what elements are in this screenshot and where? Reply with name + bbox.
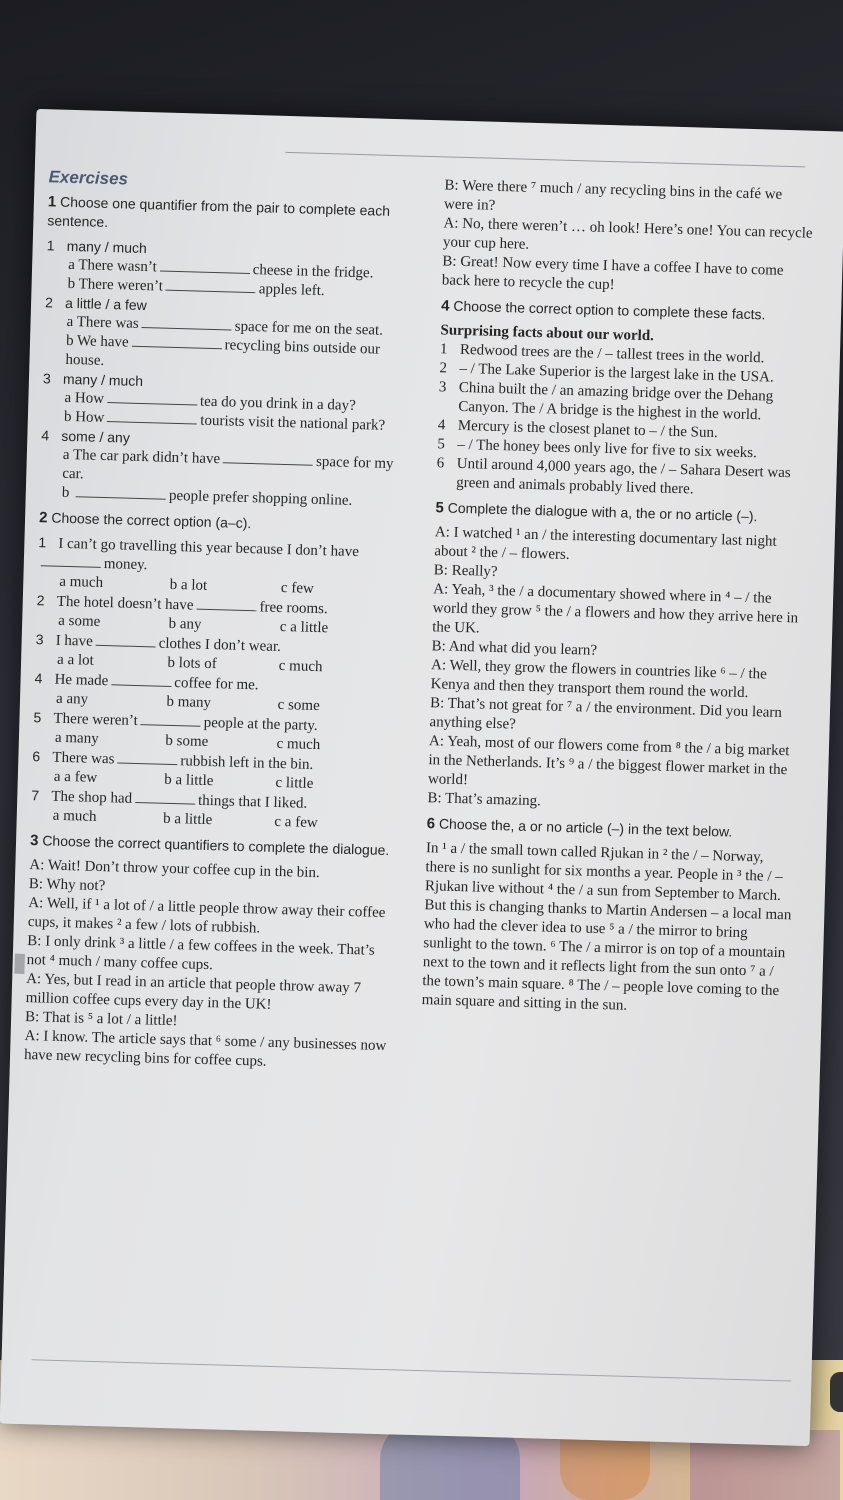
ex2-item: 7 The shop had things that I liked. a much b a little c a few <box>31 787 318 832</box>
dialogue-line: B: Why not? <box>28 876 106 895</box>
dialogue-line: B: And what did you learn? <box>431 638 598 659</box>
dialogue-line: B: That is ⁵ a lot / a little! <box>24 1008 178 1030</box>
ex2-item: 5 There weren’t people at the party. a many b some c much <box>33 709 321 754</box>
dialogue-line: A: I watched ¹ an / the interesting documentary last night about ² the / – flowers. <box>434 524 777 564</box>
ex2-item: 1 I can’t go travelling this year because I don’t havemoney. a much b a lot c few <box>38 534 360 597</box>
section-heading: Exercises <box>48 167 129 189</box>
dialogue-line: A: Well, they grow the flowers in countries like ⁶ – / the Kenya and then they transport them round the world. <box>430 657 767 702</box>
dialogue-line: A: Well, if ¹ a lot of / a little people throw away their coffee cups, it makes ² a few / lots of rubbish. <box>27 895 386 937</box>
dialogue-line: B: I only drink ³ a little / a few coffees in the week. That’s not ⁴ much / many coffee cups. <box>26 933 375 974</box>
dialogue-line: A: No, there weren’t … oh look! Here’s one! You can recycle your cup here. <box>442 215 813 253</box>
ex6-text: In ¹ a / the small town called Rjukan in ² the / – Norway, there is no sunlight for six months a year. People in ³ the / – Rjukan live without ⁴ the / a sun from September to March. But this is changing thanks to Martin Andersen – a local man who had the clever idea to use ⁵ a / the mirror to bring sunlight to the town. ⁶ The / a mirror is on top of a mountain next to the town and it reflects light from the sun onto ⁷ a / the town’s main square. ⁸ The / – people love coming to the main square and sitting in the sun. <box>421 840 792 1014</box>
ex1-item-4: 4 some / any a The car park didn’t have space for my car. b people prefer shopping online. <box>41 427 394 509</box>
dialogue-line: B: Really? <box>433 562 498 580</box>
ex1-item-1: 1 many / much a There wasn’t cheese in the fridge. b There weren’t apples left. <box>46 237 374 300</box>
ex2-item: 3 I have clothes I don’t wear. a a lot b lots of c much <box>35 631 323 676</box>
ex2-item: 4 He made coffee for me. a any b many c some <box>34 670 320 715</box>
dialogue-line: A: Yeah, most of our flowers come from ⁸ the / a big market in the Netherlands. It’s ⁹ a / the biggest flower market in the world! <box>427 733 790 789</box>
binder-ring <box>830 1372 843 1412</box>
ex4-list: 1 Redwood trees are the / – tallest trees in the world. 2 – / The Lake Superior is the largest lake in the USA. 3 China built the / an amazing bridge over the Dehang Canyon. The / A bridge is the highest in the world. 4 Mercury is the closest planet to – / the Sun. 5 – / The honey bees only live for five to six weeks. 6 Until around 4,000 years ago, the / – Sahara Desert was green and animals probably lived there. <box>436 341 791 498</box>
ex3-dialogue <box>24 856 400 1075</box>
ex1-item-2: 2 a little / a few a There was space for me on the seat. b We have recycling bins outside our house. <box>44 294 384 369</box>
ex5-instructions: 5 Complete the dialogue with a, the or no article (–). <box>435 499 758 525</box>
dialogue-line: A: I know. The article says that ⁶ some / any businesses now have new recycling bins for coffee cups. <box>23 1027 387 1070</box>
dialogue-line: B: Great! Now every time I have a coffee I have to come back here to recycle the cup! <box>441 253 784 294</box>
dialogue-line: B: That’s amazing. <box>427 790 542 810</box>
workbook-page <box>0 109 843 1446</box>
ex3-instructions: 3 Choose the correct quantifiers to complete the dialogue. <box>29 832 390 859</box>
dialogue-line: A: Yeah, ³ the / a documentary showed where in ⁴ – / the world they grow ⁵ the / a flowers and how they arrive here in the UK. <box>431 581 799 637</box>
ex2-item: 2 The hotel doesn’t have free rooms. a some b any c a little <box>36 592 329 637</box>
ex2-item: 6 There was rubbish left in the bin. a a few b a little c little <box>32 748 314 792</box>
ex1-item-3: 3 many / much a How tea do you drink in a day? b How tourists visit the national park? <box>42 370 386 434</box>
ex1-instructions: 1 Choose one quantifier from the pair to complete each sentence. <box>47 193 391 230</box>
ex4-instructions: 4 Choose the correct option to complete these facts. <box>440 297 766 323</box>
left-column <box>24 167 419 1075</box>
right-column <box>422 176 815 1020</box>
ex6-instructions: 6 Choose the, a or no article (–) in the text below. <box>426 815 733 840</box>
top-rule <box>285 152 805 168</box>
page-mark <box>14 954 25 974</box>
ex5-dialogue <box>427 523 805 818</box>
bottom-rule <box>32 1359 792 1381</box>
dialogue-line: B: Were there ⁷ much / any recycling bins in the café we were in? <box>443 177 783 214</box>
dialogue-line: B: That’s not great for ⁷ a / the environment. Did you learn anything else? <box>429 695 783 733</box>
ex2-instructions: 2 Choose the correct option (a–c). <box>38 509 252 532</box>
ex4-subtitle: Surprising facts about our world. <box>440 322 655 345</box>
dialogue-line: A: Yes, but I read in an article that people throw away 7 million coffee cups every day in the UK! <box>25 971 362 1013</box>
ex3-dialogue-continued <box>442 176 815 300</box>
dialogue-line: A: Wait! Don’t throw your coffee cup in the bin. <box>29 857 320 882</box>
